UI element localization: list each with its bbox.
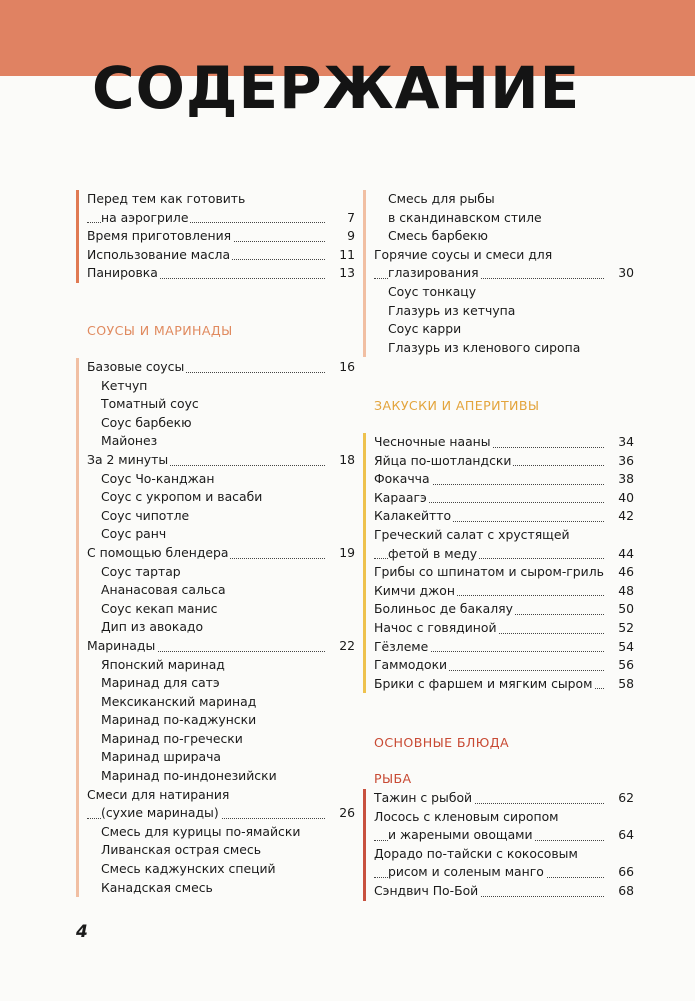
toc-entry-page: 11 bbox=[329, 246, 355, 265]
toc-entry-title: Горячие соусы и смеси для bbox=[374, 246, 553, 262]
toc-entry bbox=[87, 656, 355, 675]
toc-entry-title: Соус тонкацу bbox=[388, 283, 477, 299]
toc-entry-title: Грибы со шпинатом и сыром-гриль bbox=[374, 564, 604, 580]
toc-entry-title: Смесь каджунских специй bbox=[101, 861, 276, 877]
toc-entry bbox=[87, 860, 355, 879]
toc-entry bbox=[374, 638, 634, 657]
toc-entry bbox=[374, 320, 634, 339]
toc-entry-title: Гёзлеме bbox=[374, 638, 429, 654]
toc-entry-title: на аэрогриле bbox=[101, 209, 189, 225]
toc-entry-title: Соус ранч bbox=[101, 526, 167, 542]
toc-entry-title: Использование масла bbox=[87, 246, 231, 262]
toc-entry-title: Майонез bbox=[101, 433, 158, 449]
toc-entry bbox=[87, 451, 355, 470]
toc-entry-title: Ананасовая сальса bbox=[101, 582, 226, 598]
toc-entry bbox=[87, 786, 355, 805]
toc-entry-title: За 2 минуты bbox=[87, 451, 169, 467]
toc-entry bbox=[374, 209, 634, 228]
toc-entry-page: 13 bbox=[329, 264, 355, 283]
toc-entry bbox=[374, 619, 634, 638]
toc-entry-title: Глазурь из кленового сиропа bbox=[388, 339, 581, 355]
toc-entry bbox=[374, 656, 634, 675]
toc-entry bbox=[87, 395, 355, 414]
toc-entry bbox=[374, 283, 634, 302]
sauces-list bbox=[76, 358, 355, 897]
toc-entry-title: Соус чипотле bbox=[101, 507, 190, 523]
toc-entry bbox=[374, 845, 634, 864]
toc-entry bbox=[87, 600, 355, 619]
toc-entry-title: Болиньос де бакаляу bbox=[374, 601, 513, 617]
toc-entry-page: 30 bbox=[608, 264, 634, 283]
toc-entry-page: 48 bbox=[608, 582, 634, 601]
toc-entry-title: Соус с укропом и васаби bbox=[101, 489, 263, 505]
sauces-section-heading: СОУСЫ И МАРИНАДЫ bbox=[87, 323, 233, 338]
toc-entry bbox=[87, 488, 355, 507]
toc-entry bbox=[87, 674, 355, 693]
mains-section-heading: ОСНОВНЫЕ БЛЮДА bbox=[374, 735, 510, 750]
toc-entry-title: С помощью блендера bbox=[87, 544, 229, 560]
toc-entry bbox=[87, 581, 355, 600]
toc-entry-page: 64 bbox=[608, 826, 634, 845]
toc-entry-title: Глазурь из кетчупа bbox=[388, 302, 516, 318]
toc-entry bbox=[87, 823, 355, 842]
toc-entry-title: Время приготовления bbox=[87, 228, 232, 244]
toc-entry-title: Перед тем как готовить bbox=[87, 191, 246, 206]
toc-entry-title: Японский маринад bbox=[101, 656, 225, 672]
toc-entry bbox=[374, 526, 634, 545]
toc-entry bbox=[87, 693, 355, 712]
toc-entry bbox=[374, 227, 634, 246]
toc-entry-title: Брики с фаршем и мягким сыром bbox=[374, 675, 593, 691]
toc-entry-page: 7 bbox=[329, 209, 355, 228]
toc-entry-title: глазирования bbox=[388, 265, 479, 281]
snacks-list bbox=[363, 433, 634, 693]
toc-entry bbox=[87, 804, 355, 823]
toc-entry-title: (сухие маринады) bbox=[101, 805, 219, 821]
toc-entry bbox=[87, 637, 355, 656]
toc-entry-title: Тажин с рыбой bbox=[374, 790, 473, 805]
toc-entry-page: 18 bbox=[329, 451, 355, 470]
toc-entry-title: Сэндвич По-Бой bbox=[374, 882, 479, 898]
toc-entry-title: Фокачча bbox=[374, 471, 430, 487]
toc-entry-title: Начос с говядиной bbox=[374, 619, 497, 635]
toc-entry-title: Дип из авокадо bbox=[101, 619, 204, 635]
toc-entry-page: 38 bbox=[608, 470, 634, 489]
toc-entry-title: Маринад по-индонезийски bbox=[101, 768, 277, 784]
toc-entry-title: Яйца по-шотландски bbox=[374, 452, 512, 468]
toc-entry bbox=[87, 748, 355, 767]
toc-entry bbox=[374, 563, 634, 582]
toc-entry-page: 56 bbox=[608, 656, 634, 675]
toc-entry bbox=[374, 246, 634, 265]
toc-entry-title: Соус барбекю bbox=[101, 414, 192, 430]
toc-entry-title: Маринад по-каджунски bbox=[101, 712, 257, 728]
toc-entry bbox=[374, 507, 634, 526]
toc-entry-page: 34 bbox=[608, 433, 634, 452]
toc-entry bbox=[87, 618, 355, 637]
sauces-continued-list bbox=[363, 190, 634, 357]
toc-entry-page: 40 bbox=[608, 489, 634, 508]
toc-entry-title: Кетчуп bbox=[101, 377, 148, 393]
toc-entry-title: Ливанская острая смесь bbox=[101, 842, 262, 858]
toc-entry bbox=[87, 358, 355, 377]
toc-entry bbox=[374, 882, 634, 901]
toc-entry bbox=[87, 563, 355, 582]
toc-entry bbox=[374, 826, 634, 845]
toc-entry bbox=[374, 808, 634, 827]
toc-entry-page: 42 bbox=[608, 507, 634, 526]
toc-entry-title: Соус Чо-канджан bbox=[101, 470, 215, 486]
toc-entry bbox=[87, 190, 355, 209]
toc-entry bbox=[374, 600, 634, 619]
toc-entry-title: Канадская смесь bbox=[101, 879, 213, 895]
toc-entry bbox=[87, 470, 355, 489]
toc-entry-page: 22 bbox=[329, 637, 355, 656]
toc-entry-page: 62 bbox=[608, 789, 634, 808]
toc-entry-title: Смесь для курицы по-ямайски bbox=[101, 823, 301, 839]
toc-entry-page: 66 bbox=[608, 863, 634, 882]
toc-entry bbox=[374, 675, 634, 694]
page-title: СОДЕРЖАНИЕ bbox=[92, 54, 581, 122]
toc-entry-page: 50 bbox=[608, 600, 634, 619]
toc-entry-title: Мексиканский маринад bbox=[101, 693, 257, 709]
toc-entry bbox=[87, 507, 355, 526]
toc-entry-title: Гаммодоки bbox=[374, 657, 448, 673]
toc-entry bbox=[87, 264, 355, 283]
toc-entry-title: Кимчи джон bbox=[374, 582, 455, 598]
toc-entry bbox=[374, 789, 634, 808]
toc-entry bbox=[374, 470, 634, 489]
page-number: 4 bbox=[76, 922, 88, 942]
toc-entry-title: Соус тартар bbox=[101, 563, 181, 579]
toc-entry bbox=[87, 767, 355, 786]
toc-entry-title: Греческий салат с хрустящей bbox=[374, 526, 570, 542]
toc-entry-title: Чесночные нааны bbox=[374, 434, 491, 449]
toc-entry bbox=[87, 525, 355, 544]
toc-entry-page: 58 bbox=[608, 675, 634, 694]
toc-entry bbox=[374, 433, 634, 452]
toc-entry-title: и жареными овощами bbox=[388, 827, 533, 843]
toc-entry bbox=[374, 489, 634, 508]
toc-entry-title: фетой в меду bbox=[388, 545, 478, 561]
toc-entry-title: Калакейтто bbox=[374, 508, 452, 524]
toc-entry bbox=[374, 582, 634, 601]
toc-entry-title: Маринад для сатэ bbox=[101, 675, 220, 691]
toc-entry bbox=[87, 711, 355, 730]
intro-list bbox=[76, 190, 355, 283]
toc-entry bbox=[87, 246, 355, 265]
toc-entry-page: 9 bbox=[329, 227, 355, 246]
toc-entry-title: Панировка bbox=[87, 265, 158, 281]
toc-entry-title: Смесь для рыбы bbox=[388, 191, 495, 206]
toc-entry bbox=[374, 863, 634, 882]
toc-entry bbox=[374, 452, 634, 471]
toc-entry-title: Соус кекап манис bbox=[101, 600, 218, 616]
toc-entry-title: Маринад шрирача bbox=[101, 749, 222, 765]
toc-entry bbox=[87, 841, 355, 860]
toc-entry bbox=[87, 879, 355, 898]
toc-entry-title: Дорадо по-тайски с кокосовым bbox=[374, 845, 578, 861]
toc-entry-page: 68 bbox=[608, 882, 634, 901]
toc-entry bbox=[87, 209, 355, 228]
toc-entry-title: в скандинавском стиле bbox=[388, 209, 542, 225]
toc-entry-title: Маринад по-гречески bbox=[101, 730, 243, 746]
toc-entry bbox=[87, 377, 355, 396]
toc-entry-page: 52 bbox=[608, 619, 634, 638]
toc-entry-title: Лосось с кленовым сиропом bbox=[374, 808, 559, 824]
toc-entry bbox=[374, 302, 634, 321]
fish-subsection-heading: РЫБА bbox=[374, 771, 412, 786]
toc-entry-title: рисом и соленым манго bbox=[388, 864, 544, 880]
toc-entry-title: Базовые соусы bbox=[87, 359, 185, 374]
toc-entry-page: 36 bbox=[608, 452, 634, 471]
toc-entry bbox=[374, 545, 634, 564]
toc-entry-page: 19 bbox=[329, 544, 355, 563]
toc-entry bbox=[87, 544, 355, 563]
snacks-section-heading: ЗАКУСКИ И АПЕРИТИВЫ bbox=[374, 398, 540, 413]
toc-entry-title: Караагэ bbox=[374, 489, 427, 505]
toc-entry-title: Маринады bbox=[87, 637, 156, 653]
toc-entry bbox=[374, 190, 634, 209]
toc-entry-page: 54 bbox=[608, 638, 634, 657]
toc-entry-page: 26 bbox=[329, 804, 355, 823]
toc-entry bbox=[374, 264, 634, 283]
toc-entry bbox=[87, 414, 355, 433]
toc-entry-page: 16 bbox=[329, 358, 355, 377]
toc-entry bbox=[87, 730, 355, 749]
toc-entry-title: Смеси для натирания bbox=[87, 786, 230, 802]
toc-entry-page: 44 bbox=[608, 545, 634, 564]
toc-entry bbox=[87, 432, 355, 451]
toc-entry-page: 46 bbox=[608, 563, 634, 582]
toc-entry bbox=[87, 227, 355, 246]
toc-entry bbox=[374, 339, 634, 358]
toc-entry-title: Смесь барбекю bbox=[388, 228, 488, 244]
fish-list bbox=[363, 789, 634, 901]
toc-entry-title: Томатный соус bbox=[101, 396, 199, 412]
toc-entry-title: Соус карри bbox=[388, 321, 462, 337]
